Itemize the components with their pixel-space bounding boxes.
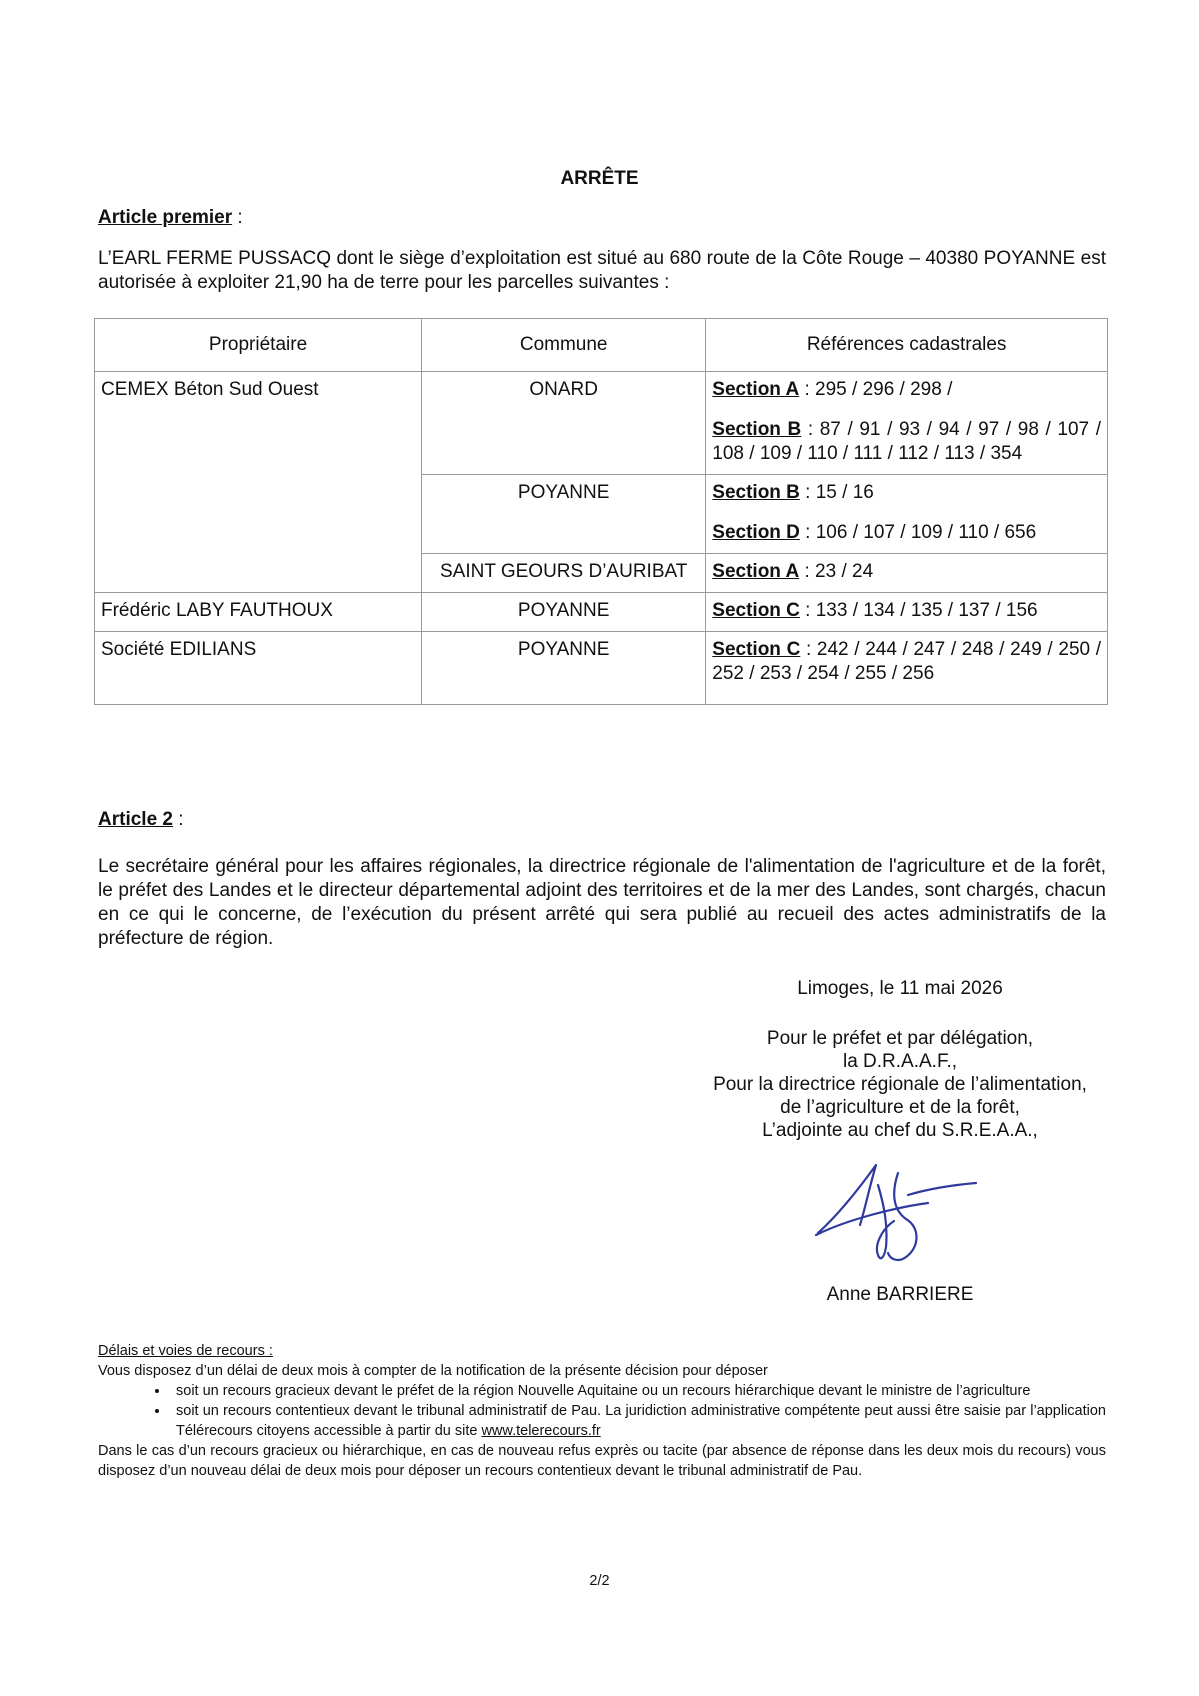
section-reference	[712, 418, 1101, 466]
appeal-options-list	[98, 1381, 1106, 1441]
references-cell	[706, 593, 1108, 632]
article2-text: Le secrétaire général pour les affaires régionales, la directrice régionale de l'alimentation de l'agriculture et de la forêt, le préfet des Landes et le directeur départemental adjoint des territoires et de la mer des Landes, sont chargés, chacun en ce qui le concerne, de l’exécution du présent arrêté qui sera publié au recueil des actes administratifs de la préfecture de région.	[98, 856, 1106, 949]
appeal-notice-title: Délais et voies de recours :	[98, 1343, 273, 1359]
parcels-table	[94, 318, 1108, 705]
appeal-notice-intro: Vous disposez d’un délai de deux mois à compter de la notification de la présente décision pour déposer	[98, 1363, 768, 1379]
place-date: Limoges, le 11 mai 2026	[797, 978, 1003, 999]
section-parcels: : 106 / 107 / 109 / 110 / 656	[799, 522, 1037, 543]
section-label: Section A	[712, 379, 800, 400]
telerecours-link[interactable]: www.telerecours.fr	[481, 1423, 601, 1439]
owner-cell: Société EDILIANS	[95, 632, 422, 705]
handwritten-signature	[808, 1155, 978, 1265]
page-number: 2/2	[589, 1573, 610, 1589]
appeal-notice-closing: Dans le cas d’un recours gracieux ou hiérarchique, en cas de nouveau refus exprès ou tacite (par absence de réponse dans les deux mois du recours) vous disposez d’un nouveau délai de deux mois pour déposer un recours contentieux devant le tribunal administratif de Pau.	[98, 1443, 1106, 1479]
article1-text: L’EARL FERME PUSSACQ dont le siège d’exploitation est situé au 680 route de la Côte Rouge – 40380 POYANNE est autorisée à exploiter 21,90 ha de terre pour les parcelles suivantes :	[98, 248, 1106, 293]
references-cell	[706, 372, 1108, 475]
list-item: • soit un recours gracieux devant le préfet de la région Nouvelle Aquitaine ou un recours hiérarchique devant le ministre de l’agriculture	[170, 1381, 1106, 1401]
commune-cell: POYANNE	[422, 475, 706, 554]
owner-cell: Frédéric LABY FAUTHOUX	[95, 593, 422, 632]
section-parcels: : 242 / 244 / 247 / 248 / 249 / 250 / 252 / 253 / 254 / 255 / 256	[712, 639, 1102, 684]
article2-heading-label: Article 2	[98, 809, 173, 830]
section-label: Section D	[712, 522, 800, 543]
table-row	[95, 632, 1108, 705]
section-parcels: : 295 / 296 / 298 /	[799, 379, 953, 400]
section-label: Section B	[712, 482, 800, 503]
section-reference	[712, 638, 1101, 686]
appeal-notice	[98, 1341, 1106, 1481]
section-reference	[712, 599, 1101, 623]
commune-cell: ONARD	[422, 372, 706, 475]
section-parcels: : 133 / 134 / 135 / 137 / 156	[799, 600, 1038, 621]
references-cell	[706, 632, 1108, 705]
list-item	[170, 1401, 1106, 1441]
section-label: Section C	[712, 600, 800, 621]
section-label: Section B	[712, 419, 802, 440]
section-reference	[712, 560, 1101, 584]
header-references: Références cadastrales	[706, 319, 1108, 372]
header-commune: Commune	[422, 319, 706, 372]
table-row	[95, 372, 1108, 475]
document-title: ARRÊTE	[560, 168, 639, 189]
section-reference	[712, 481, 1101, 505]
references-cell	[706, 554, 1108, 593]
delegation-line: la D.R.A.A.F.,	[842, 1051, 958, 1072]
commune-cell: POYANNE	[422, 632, 706, 705]
section-parcels: : 87 / 91 / 93 / 94 / 97 / 98 / 107 / 108 / 109 / 110 / 111 / 112 / 113 / 354	[712, 419, 1101, 464]
header-owner: Propriétaire	[95, 319, 422, 372]
delegation-line: Pour le préfet et par délégation,	[766, 1028, 1034, 1049]
bullet2-text: soit un recours contentieux devant le tribunal administratif de Pau. La juridiction administrative compétente peut aussi être saisie par l’application Télérecours citoyens accessible à partir du site	[176, 1403, 1106, 1439]
section-reference	[712, 378, 1101, 402]
delegation-line: L’adjointe au chef du S.R.E.A.A.,	[762, 1120, 1038, 1141]
article1-heading-label: Article premier	[98, 207, 233, 228]
section-parcels: : 15 / 16	[799, 482, 874, 503]
table-row	[95, 593, 1108, 632]
section-parcels: : 23 / 24	[799, 561, 874, 582]
delegation-block	[680, 1027, 1120, 1142]
article1-heading-suffix: :	[232, 207, 243, 228]
commune-cell: POYANNE	[422, 593, 706, 632]
article2-heading-suffix: :	[172, 809, 184, 830]
table-header-row	[95, 319, 1108, 372]
article2-heading	[98, 809, 184, 831]
section-reference	[712, 521, 1101, 545]
owner-cell: CEMEX Béton Sud Ouest	[95, 372, 422, 593]
section-label: Section A	[712, 561, 800, 582]
signer-name: Anne BARRIERE	[826, 1284, 974, 1305]
references-cell	[706, 475, 1108, 554]
article1-heading	[98, 207, 243, 229]
delegation-line: de l’agriculture et de la forêt,	[780, 1097, 1020, 1118]
section-label: Section C	[712, 639, 801, 660]
delegation-line: Pour la directrice régionale de l’alimentation,	[713, 1074, 1087, 1095]
commune-cell: SAINT GEOURS D’AURIBAT	[422, 554, 706, 593]
